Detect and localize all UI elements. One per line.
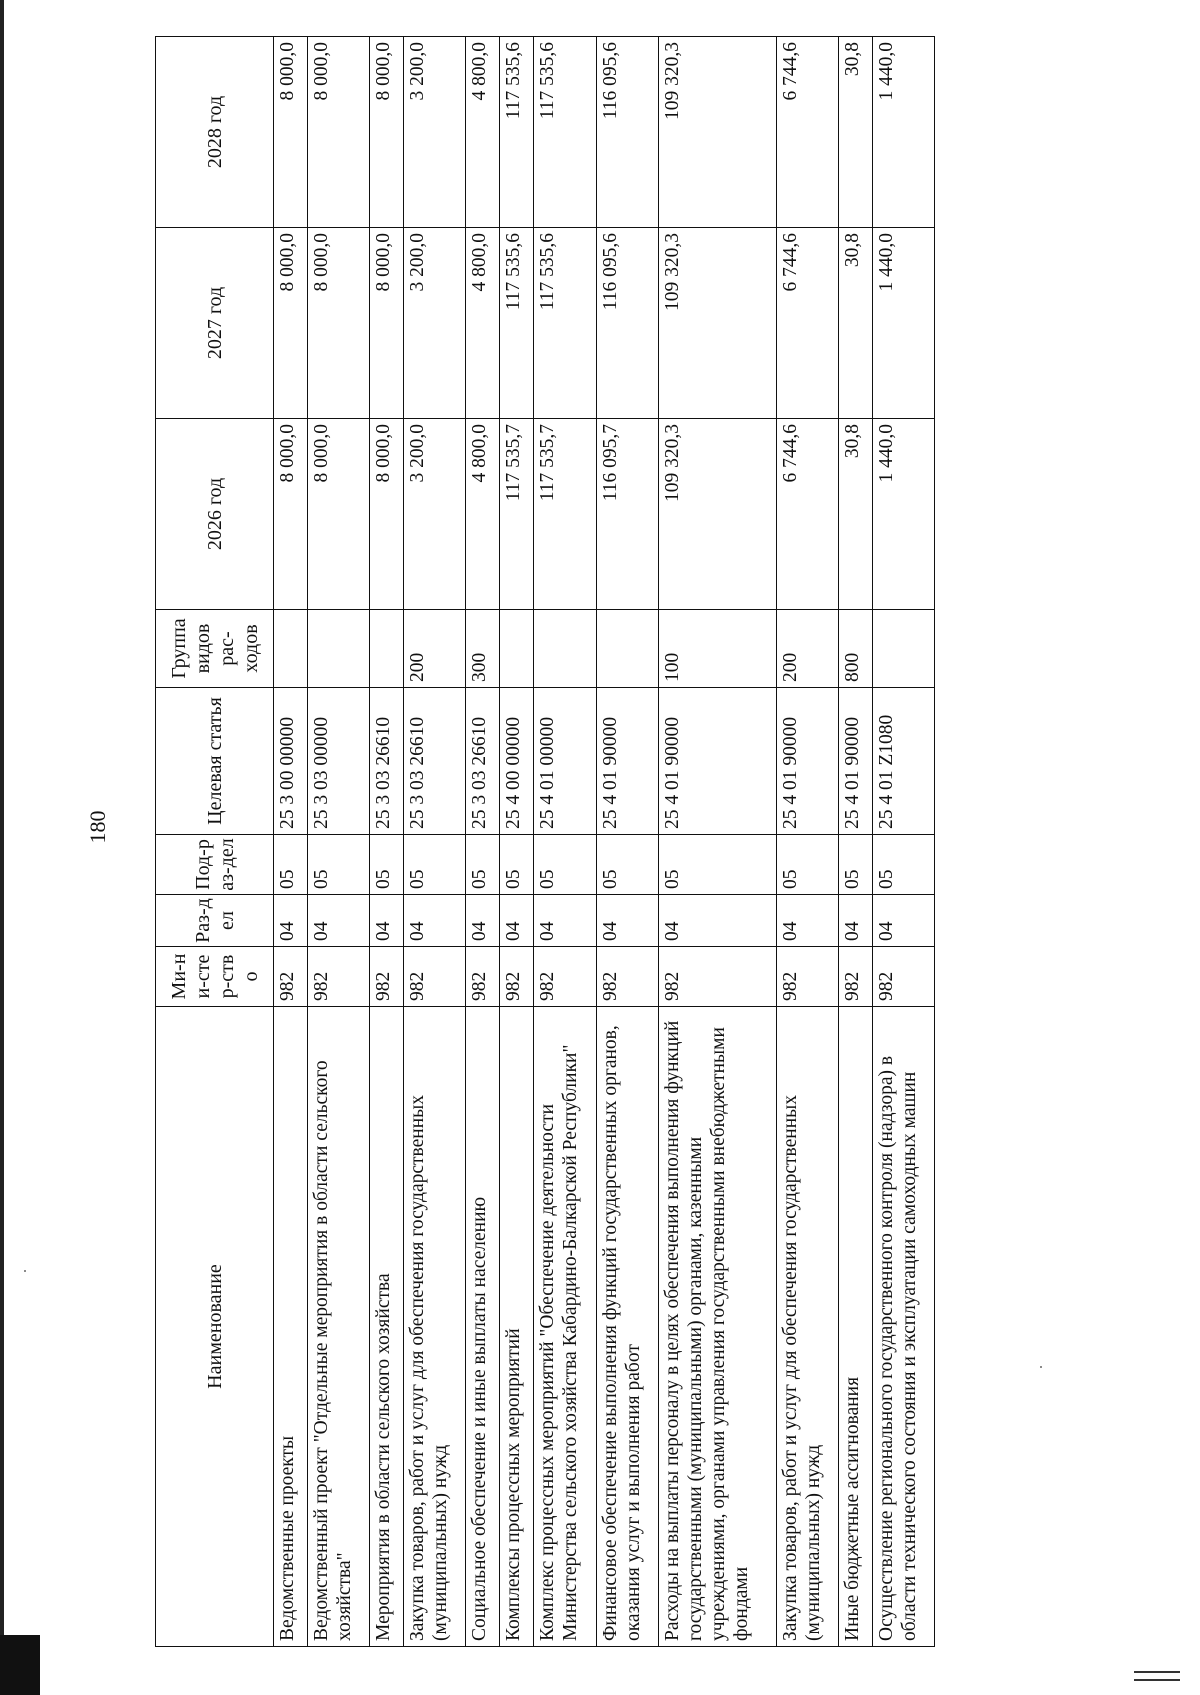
row-2026: 8 000,0 — [274, 419, 308, 610]
row-ministry: 982 — [534, 947, 596, 1007]
budget-table-rotated — [155, 37, 935, 1647]
row-target: 25 4 01 Z1080 — [872, 688, 934, 835]
row-2027: 8 000,0 — [370, 228, 404, 419]
row-2028: 8 000,0 — [370, 37, 404, 228]
scan-speck — [1040, 1366, 1042, 1368]
row-section: 04 — [534, 895, 596, 947]
header-section: Раз-дел — [156, 895, 274, 947]
row-section: 04 — [274, 895, 308, 947]
row-target: 25 4 01 90000 — [776, 688, 838, 835]
row-2026: 8 000,0 — [308, 419, 370, 610]
table-row — [658, 37, 776, 1647]
row-section: 04 — [466, 895, 500, 947]
row-name: Финансовое обеспечение выполнения функций государственных органов, оказания услуг и выполнения работ — [596, 1007, 658, 1647]
row-2027: 6 744,6 — [776, 228, 838, 419]
row-2026: 30,8 — [838, 419, 872, 610]
row-group: 800 — [838, 610, 872, 688]
table-row — [872, 37, 934, 1647]
header-year-2028: 2028 год — [156, 37, 274, 228]
row-section: 04 — [500, 895, 534, 947]
row-2027: 4 800,0 — [466, 228, 500, 419]
row-subsection: 05 — [308, 835, 370, 895]
row-group — [596, 610, 658, 688]
row-2027: 109 320,3 — [658, 228, 776, 419]
row-subsection: 05 — [838, 835, 872, 895]
budget-table — [155, 36, 935, 1647]
row-2028: 117 535,6 — [534, 37, 596, 228]
row-subsection: 05 — [596, 835, 658, 895]
row-group: 300 — [466, 610, 500, 688]
row-subsection: 05 — [404, 835, 466, 895]
row-2027: 117 535,6 — [500, 228, 534, 419]
row-2027: 30,8 — [838, 228, 872, 419]
row-2027: 1 440,0 — [872, 228, 934, 419]
row-2028: 3 200,0 — [404, 37, 466, 228]
row-section: 04 — [404, 895, 466, 947]
row-target: 25 3 03 26610 — [370, 688, 404, 835]
row-group: 200 — [776, 610, 838, 688]
table-row — [274, 37, 308, 1647]
row-ministry: 982 — [308, 947, 370, 1007]
row-section: 04 — [776, 895, 838, 947]
header-target-item: Целевая статья — [156, 688, 274, 835]
row-2026: 8 000,0 — [370, 419, 404, 610]
row-group: 100 — [658, 610, 776, 688]
row-2028: 116 095,6 — [596, 37, 658, 228]
scan-left-edge — [0, 0, 4, 1695]
row-2028: 6 744,6 — [776, 37, 838, 228]
table-row — [404, 37, 466, 1647]
table-row — [534, 37, 596, 1647]
scan-speck — [24, 1270, 26, 1272]
row-ministry: 982 — [838, 947, 872, 1007]
row-2028: 109 320,3 — [658, 37, 776, 228]
row-ministry: 982 — [274, 947, 308, 1007]
row-subsection: 05 — [370, 835, 404, 895]
row-group — [308, 610, 370, 688]
row-2027: 8 000,0 — [274, 228, 308, 419]
row-2028: 1 440,0 — [872, 37, 934, 228]
row-group — [534, 610, 596, 688]
row-name: Осуществление регионального государственного контроля (надзора) в области технического состояния и эксплуатации самоходных машин — [872, 1007, 934, 1647]
row-target: 25 4 01 00000 — [534, 688, 596, 835]
table-body — [274, 37, 935, 1647]
row-2027: 3 200,0 — [404, 228, 466, 419]
row-2028: 4 800,0 — [466, 37, 500, 228]
row-subsection: 05 — [466, 835, 500, 895]
row-section: 04 — [658, 895, 776, 947]
row-group — [274, 610, 308, 688]
row-target: 25 3 00 00000 — [274, 688, 308, 835]
scan-corner-shadow — [0, 1635, 40, 1695]
row-ministry: 982 — [658, 947, 776, 1007]
row-target: 25 3 03 26610 — [466, 688, 500, 835]
row-subsection: 05 — [534, 835, 596, 895]
row-ministry: 982 — [500, 947, 534, 1007]
row-2026: 6 744,6 — [776, 419, 838, 610]
row-name: Закупка товаров, работ и услуг для обеспечения государственных (муниципальных) нужд — [776, 1007, 838, 1647]
row-ministry: 982 — [466, 947, 500, 1007]
row-subsection: 05 — [658, 835, 776, 895]
row-2026: 4 800,0 — [466, 419, 500, 610]
row-group — [872, 610, 934, 688]
row-target: 25 3 03 00000 — [308, 688, 370, 835]
row-ministry: 982 — [776, 947, 838, 1007]
row-ministry: 982 — [370, 947, 404, 1007]
row-target: 25 4 01 90000 — [838, 688, 872, 835]
scan-mark — [1134, 1671, 1180, 1681]
row-group: 200 — [404, 610, 466, 688]
row-name: Закупка товаров, работ и услуг для обеспечения государственных (муниципальных) нужд — [404, 1007, 466, 1647]
row-2026: 116 095,7 — [596, 419, 658, 610]
row-name: Комплексы процессных мероприятий — [500, 1007, 534, 1647]
row-subsection: 05 — [776, 835, 838, 895]
row-2027: 117 535,6 — [534, 228, 596, 419]
row-2028: 117 535,6 — [500, 37, 534, 228]
page-number: 180 — [85, 810, 110, 844]
row-group — [500, 610, 534, 688]
row-name: Комплекс процессных мероприятий "Обеспечение деятельности Министерства сельского хозяйства Кабардино-Балкарской Республики" — [534, 1007, 596, 1647]
row-2026: 3 200,0 — [404, 419, 466, 610]
row-name: Ведомственный проект "Отдельные мероприятия в области сельского хозяйства" — [308, 1007, 370, 1647]
row-section: 04 — [872, 895, 934, 947]
header-year-2026: 2026 год — [156, 419, 274, 610]
table-row — [596, 37, 658, 1647]
row-section: 04 — [370, 895, 404, 947]
header-ministry: Ми-ни-стер-ство — [156, 947, 274, 1007]
row-section: 04 — [838, 895, 872, 947]
row-group — [370, 610, 404, 688]
row-name: Мероприятия в области сельского хозяйства — [370, 1007, 404, 1647]
header-expense-group: Группа видов рас-ходов — [156, 610, 274, 688]
row-name: Иные бюджетные ассигнования — [838, 1007, 872, 1647]
row-target: 25 4 01 90000 — [658, 688, 776, 835]
table-header-row — [156, 37, 274, 1647]
row-name: Ведомственные проекты — [274, 1007, 308, 1647]
row-2026: 1 440,0 — [872, 419, 934, 610]
row-subsection: 05 — [872, 835, 934, 895]
table-row — [370, 37, 404, 1647]
row-2028: 30,8 — [838, 37, 872, 228]
row-2026: 117 535,7 — [500, 419, 534, 610]
row-name: Расходы на выплаты персоналу в целях обеспечения выполнения функций государственными (муниципальными) органами, казенными учреждениями, органами управления государственными внебюджетными фондами — [658, 1007, 776, 1647]
row-subsection: 05 — [274, 835, 308, 895]
row-name: Социальное обеспечение и иные выплаты населению — [466, 1007, 500, 1647]
row-2027: 8 000,0 — [308, 228, 370, 419]
row-target: 25 4 00 00000 — [500, 688, 534, 835]
row-subsection: 05 — [500, 835, 534, 895]
table-row — [838, 37, 872, 1647]
row-2026: 109 320,3 — [658, 419, 776, 610]
table-row — [776, 37, 838, 1647]
row-target: 25 4 01 90000 — [596, 688, 658, 835]
row-target: 25 3 03 26610 — [404, 688, 466, 835]
row-2028: 8 000,0 — [274, 37, 308, 228]
row-ministry: 982 — [404, 947, 466, 1007]
header-year-2027: 2027 год — [156, 228, 274, 419]
row-ministry: 982 — [872, 947, 934, 1007]
row-2028: 8 000,0 — [308, 37, 370, 228]
row-2026: 117 535,7 — [534, 419, 596, 610]
table-row — [308, 37, 370, 1647]
row-ministry: 982 — [596, 947, 658, 1007]
header-subsection: Под-раз-дел — [156, 835, 274, 895]
table-row — [500, 37, 534, 1647]
row-2027: 116 095,6 — [596, 228, 658, 419]
row-section: 04 — [596, 895, 658, 947]
header-name: Наименование — [156, 1007, 274, 1647]
row-section: 04 — [308, 895, 370, 947]
table-row — [466, 37, 500, 1647]
